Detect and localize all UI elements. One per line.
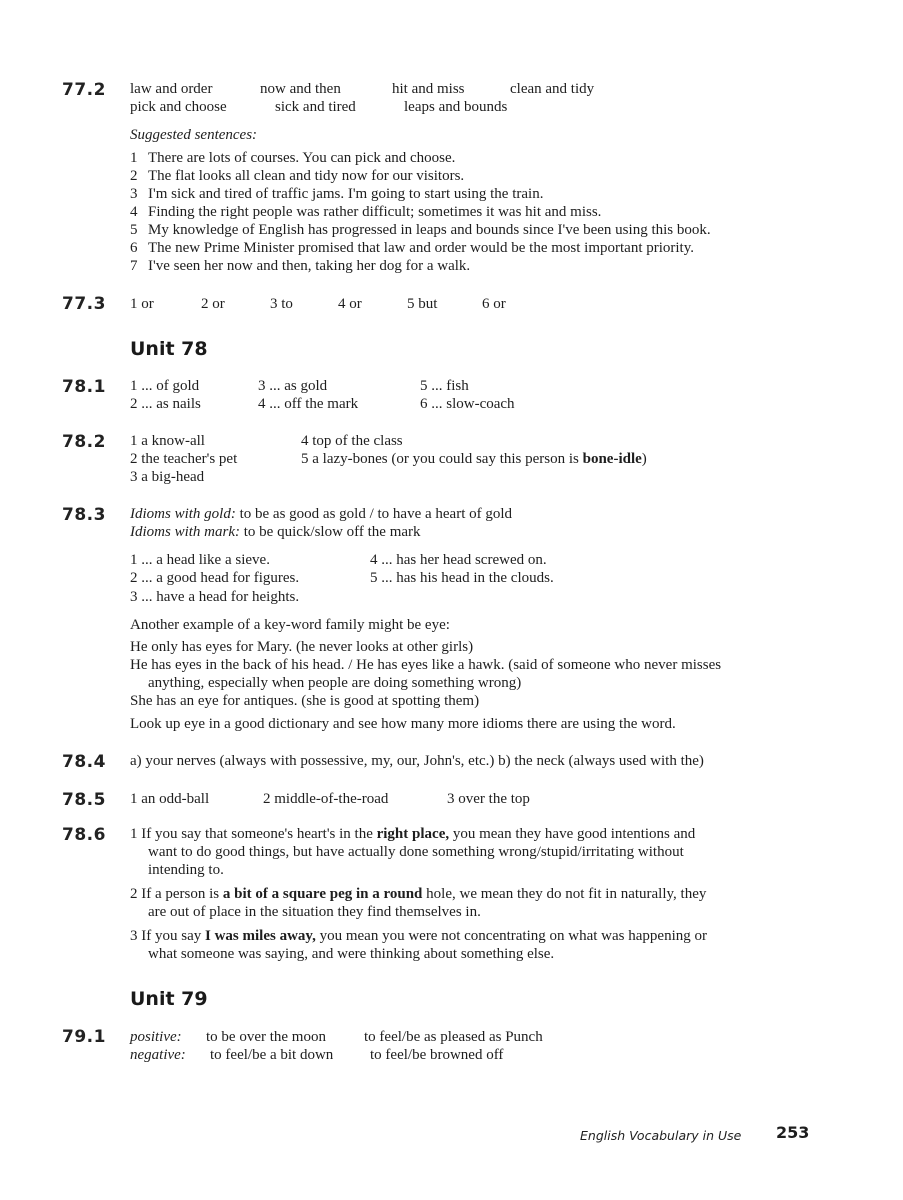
answer-item: 1 an odd-ball <box>130 791 210 807</box>
answer-item <box>130 825 695 843</box>
answer-item: 4 ... off the mark <box>258 396 359 412</box>
answer-item: 4 top of the class <box>301 433 403 449</box>
answer-item: 4 or <box>338 296 362 312</box>
answer-item: 5 ... fish <box>420 378 469 394</box>
answer-item: 6 ... slow-coach <box>420 396 515 412</box>
sentence-number: 6 <box>130 240 138 256</box>
answer-item: 6 or <box>482 296 506 312</box>
phrase-item: leaps and bounds <box>404 99 508 115</box>
sentence-text: The new Prime Minister promised that law and order would be the most important priority. <box>148 240 694 256</box>
paragraph: She has an eye for antiques. (she is good at spotting them) <box>130 693 480 709</box>
exercise-number-78-2: 78.2 <box>62 432 106 452</box>
paragraph: anything, especially when people are doing something wrong) <box>148 675 522 691</box>
answer-item: 2 ... as nails <box>130 396 201 412</box>
answer-text: intending to. <box>148 862 224 878</box>
sentence-text: My knowledge of English has progressed in leaps and bounds since I've been using this book. <box>148 222 711 238</box>
exercise-number-78-1: 78.1 <box>62 377 106 397</box>
sentence-text: I'm sick and tired of traffic jams. I'm going to start using the train. <box>148 186 544 202</box>
answer-item: 3 a big-head <box>130 469 205 485</box>
page-number: 253 <box>776 1123 810 1142</box>
answer-item <box>130 927 707 945</box>
answer-text: hole, we mean they do not fit in naturally, they <box>426 886 707 902</box>
answer-item: 1 ... a head like a sieve. <box>130 552 270 568</box>
answer-text: 5 a lazy-bones (or you could say this person is <box>301 451 579 467</box>
phrase-item: now and then <box>260 81 341 97</box>
phrase-item: sick and tired <box>275 99 356 115</box>
answer-item: 3 ... have a head for heights. <box>130 589 300 605</box>
idiom-label: Idioms with mark: <box>130 524 240 540</box>
answer-item: 3 ... as gold <box>258 378 328 394</box>
exercise-number-78-3: 78.3 <box>62 505 106 525</box>
exercise-number-78-4: 78.4 <box>62 752 106 772</box>
answer-text: are out of place in the situation they find themselves in. <box>148 904 481 920</box>
idiom-line <box>130 523 421 541</box>
answer-item: to be over the moon <box>206 1029 326 1045</box>
unit-78-heading: Unit 78 <box>130 338 208 360</box>
phrase-item: pick and choose <box>130 99 227 115</box>
answer-item: 2 ... a good head for figures. <box>130 570 300 586</box>
paragraph: He has eyes in the back of his head. / He has eyes like a hawk. (said of someone who never misses <box>130 657 722 673</box>
idiom-text: to be quick/slow off the mark <box>243 524 421 540</box>
exercise-number-77-2: 77.2 <box>62 80 106 100</box>
answer-text: ) <box>641 451 647 467</box>
answer-item: to feel/be browned off <box>370 1047 504 1063</box>
answer-item <box>130 885 706 903</box>
answer-item: a) your nerves (always with possessive, my, our, John's, etc.) b) the neck (always used with the) <box>130 753 704 769</box>
answer-item: to feel/be as pleased as Punch <box>364 1029 543 1045</box>
answer-text: want to do good things, but have actually done something wrong/stupid/irritating without <box>148 844 684 860</box>
category-label: negative: <box>130 1047 186 1063</box>
suggested-sentences-label: Suggested sentences: <box>130 127 258 143</box>
idiom-line <box>130 505 512 523</box>
sentence-number: 2 <box>130 168 138 184</box>
sentence-number: 1 <box>130 150 138 166</box>
answer-item: 1 ... of gold <box>130 378 200 394</box>
answer-item: 5 but <box>407 296 438 312</box>
answer-item <box>301 450 647 468</box>
phrase-item: law and order <box>130 81 213 97</box>
sentence-text: There are lots of courses. You can pick and choose. <box>148 150 456 166</box>
phrase-item: hit and miss <box>392 81 465 97</box>
bold-term: I was miles away, <box>205 928 316 944</box>
answer-item: 3 over the top <box>447 791 530 807</box>
unit-79-heading: Unit 79 <box>130 988 208 1010</box>
answer-item: 1 or <box>130 296 154 312</box>
answer-item: 2 or <box>201 296 225 312</box>
bold-term: bone-idle <box>582 451 642 467</box>
phrase-item: clean and tidy <box>510 81 595 97</box>
answer-text: 3 If you say <box>130 928 202 944</box>
answer-item: to feel/be a bit down <box>210 1047 334 1063</box>
answer-text: 1 If you say that someone's heart's in the <box>130 826 373 842</box>
answer-text: you mean you were not concentrating on what was happening or <box>319 928 707 944</box>
idiom-text: to be as good as gold / to have a heart of gold <box>239 506 513 522</box>
exercise-number-77-3: 77.3 <box>62 294 106 314</box>
idiom-label: Idioms with gold: <box>130 506 236 522</box>
category-label: positive: <box>130 1029 182 1045</box>
paragraph: Look up eye in a good dictionary and see how many more idioms there are using the word. <box>130 716 676 732</box>
answer-text: you mean they have good intentions and <box>452 826 696 842</box>
sentence-number: 7 <box>130 258 138 274</box>
sentence-number: 5 <box>130 222 138 238</box>
answer-text: what someone was saying, and were thinking about something else. <box>148 946 555 962</box>
paragraph: He only has eyes for Mary. (he never looks at other girls) <box>130 639 474 655</box>
sentence-text: I've seen her now and then, taking her dog for a walk. <box>148 258 471 274</box>
sentence-text: Finding the right people was rather difficult; sometimes it was hit and miss. <box>148 204 602 220</box>
exercise-number-79-1: 79.1 <box>62 1027 106 1047</box>
sentence-number: 3 <box>130 186 138 202</box>
exercise-number-78-6: 78.6 <box>62 825 106 845</box>
answer-item: 2 the teacher's pet <box>130 451 238 467</box>
book-title: English Vocabulary in Use <box>580 1128 742 1143</box>
answer-item: 2 middle-of-the-road <box>263 791 389 807</box>
answer-item: 5 ... has his head in the clouds. <box>370 570 554 586</box>
paragraph: Another example of a key-word family might be eye: <box>130 617 450 633</box>
answer-item: 1 a know-all <box>130 433 205 449</box>
bold-term: a bit of a square peg in a round <box>222 886 423 902</box>
answer-item: 4 ... has her head screwed on. <box>370 552 547 568</box>
answer-text: 2 If a person is <box>130 886 220 902</box>
bold-term: right place, <box>376 826 450 842</box>
exercise-number-78-5: 78.5 <box>62 790 106 810</box>
answer-item: 3 to <box>270 296 293 312</box>
sentence-text: The flat looks all clean and tidy now for our visitors. <box>148 168 465 184</box>
sentence-number: 4 <box>130 204 138 220</box>
